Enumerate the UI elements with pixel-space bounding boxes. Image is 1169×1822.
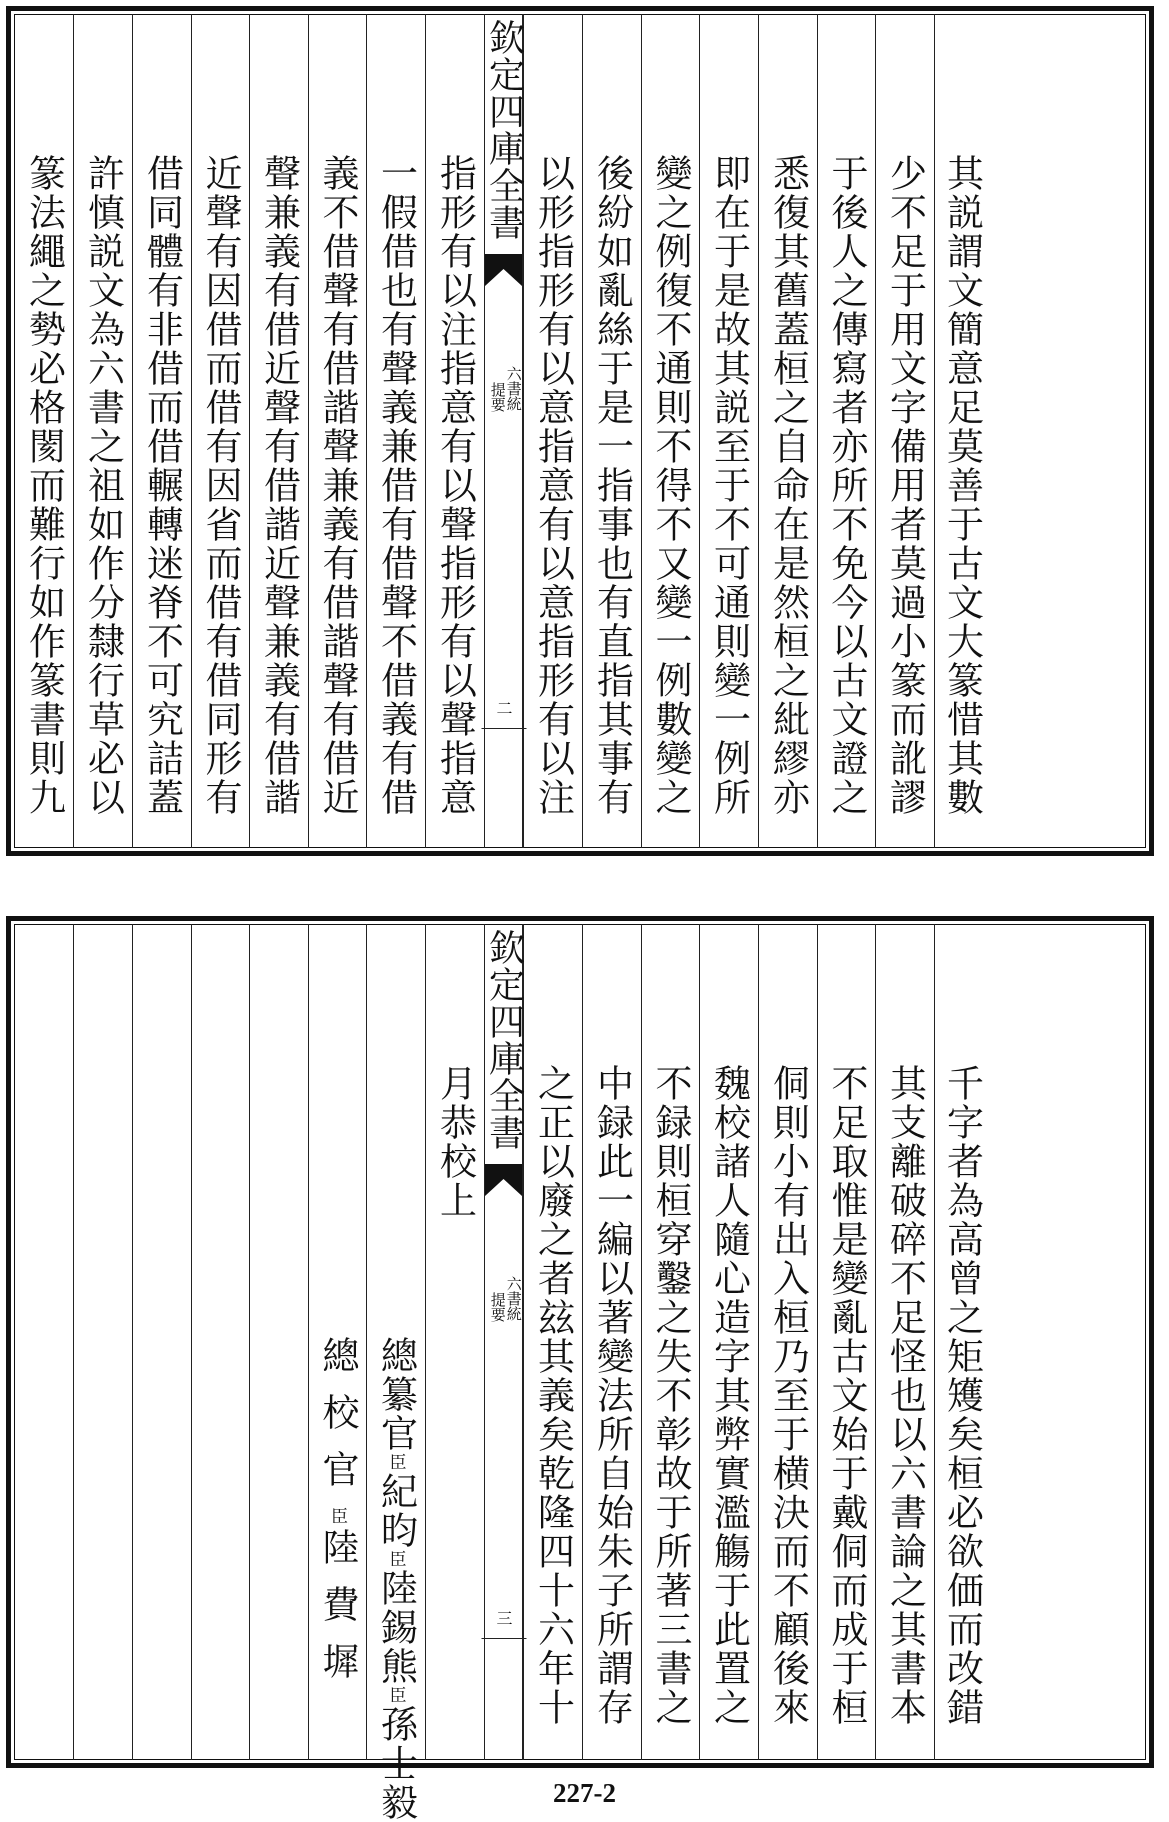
text-column [641, 924, 699, 1760]
credit-line [316, 1336, 359, 1699]
center-band [484, 924, 523, 1760]
empty-column [249, 924, 308, 1760]
text-column [425, 14, 484, 848]
text-column [132, 14, 191, 848]
text-column [582, 924, 641, 1760]
credit-title: 總纂官 [374, 1336, 418, 1453]
text-column [308, 14, 366, 848]
column-text: 一假借也有聲義兼借有借聲不借義有借 [374, 154, 418, 817]
column-text: 其支離破碎不足怪也以六書論之其書本 [883, 1064, 927, 1727]
page-number: 三 [494, 1610, 513, 1626]
page-number: 二 [494, 700, 513, 716]
band-title: 欽定四庫全書 [483, 929, 525, 1151]
text-column [523, 14, 582, 848]
text-column [641, 14, 699, 848]
minister-mark: 臣 [385, 1453, 406, 1472]
column-text: 魏校諸人隨心造字其弊實濫觴于此置之 [707, 1064, 751, 1727]
text-column [523, 924, 582, 1760]
band-subtitle: 六書統 [504, 1276, 523, 1321]
column-text: 千字者為高曾之矩矱矣桓必欲価而改錯 [940, 1064, 984, 1727]
text-column [934, 14, 989, 848]
text-column [875, 14, 934, 848]
empty-column [191, 924, 249, 1760]
credit-name: 陸費墀 [316, 1528, 359, 1699]
sheet-number: 227-2 [553, 1778, 616, 1808]
credit-column [308, 924, 366, 1760]
text-column [817, 924, 875, 1760]
fishtail-mark [485, 254, 522, 286]
text-column [934, 924, 989, 1760]
minister-mark: 臣 [385, 1686, 406, 1705]
column-text: 許慎説文為六書之祖如作分隸行草必以 [81, 154, 125, 817]
fishtail-mark [485, 1164, 522, 1196]
column-text: 悉復其舊蓋桓之自命在是然桓之紕繆亦 [766, 154, 810, 817]
minister-mark: 臣 [327, 1507, 347, 1528]
column-text: 後紛如亂絲于是一指事也有直指其事有 [590, 154, 634, 817]
credit-line [374, 1336, 418, 1822]
column-text: 篆法繩之勢必格閡而難行如作篆書則九 [22, 154, 66, 817]
text-column [699, 924, 758, 1760]
column-text: 聲兼義有借近聲有借諧近聲兼義有借諧 [257, 154, 301, 817]
text-column [366, 14, 425, 848]
column-text: 以形指形有以意指意有以意指形有以注 [531, 154, 575, 817]
credit-title: 總校官 [316, 1336, 359, 1507]
column-text: 近聲有因借而借有因省而借有借同形有 [199, 154, 242, 817]
text-column [15, 14, 73, 848]
column-text: 即在于是故其説至于不可通則變一例所 [707, 154, 751, 817]
band-title: 欽定四庫全書 [483, 19, 525, 241]
column-text: 義不借聲有借諧聲兼義有借諧聲有借近 [316, 154, 359, 817]
column-text: 于後人之傳寫者亦所不免今以古文證之 [825, 154, 868, 817]
empty-column [15, 924, 73, 1760]
text-column [758, 924, 817, 1760]
band-subtitle: 提要 [488, 382, 507, 412]
text-column [758, 14, 817, 848]
text-column [73, 14, 132, 848]
column-text: 不足取惟是變亂古文始于戴侗而成于桓 [825, 1064, 868, 1727]
text-column [425, 924, 484, 1760]
band-subtitle: 提要 [488, 1292, 507, 1322]
text-column [875, 924, 934, 1760]
column-text: 少不足于用文字備用者莫過小篆而訛謬 [883, 154, 927, 817]
credit-name: 紀昀 [374, 1472, 418, 1550]
empty-column [132, 924, 191, 1760]
column-text: 月恭校上 [433, 1064, 477, 1220]
column-text: 其説謂文簡意足莫善于古文大篆惜其數 [940, 154, 984, 817]
top-page [6, 6, 1154, 856]
column-text: 變之例復不通則不得不又變一例數變之 [649, 154, 692, 817]
credit-name: 陸錫熊 [374, 1569, 418, 1686]
band-subtitle: 六書統 [504, 366, 523, 411]
credit-column [366, 924, 425, 1822]
empty-column [73, 924, 132, 1760]
column-text: 指形有以注指意有以聲指形有以聲指意 [433, 154, 477, 817]
credit-name: 孫士毅 [374, 1705, 418, 1822]
minister-mark: 臣 [385, 1550, 406, 1569]
column-text: 之正以廢之者玆其義矣乾隆四十六年十 [531, 1064, 575, 1727]
text-column [582, 14, 641, 848]
text-column [191, 14, 249, 848]
column-text: 不録則桓穿鑿之失不彰故于所著三書之 [649, 1064, 692, 1727]
center-band [484, 14, 523, 848]
text-column [249, 14, 308, 848]
column-text: 中録此一編以著變法所自始朱子所謂存 [590, 1064, 634, 1727]
text-column [699, 14, 758, 848]
column-text: 借同體有非借而借輾轉迷脊不可究詰蓋 [140, 154, 184, 817]
column-text: 侗則小有出入桓乃至于横決而不顧後來 [766, 1064, 810, 1727]
text-column [817, 14, 875, 848]
